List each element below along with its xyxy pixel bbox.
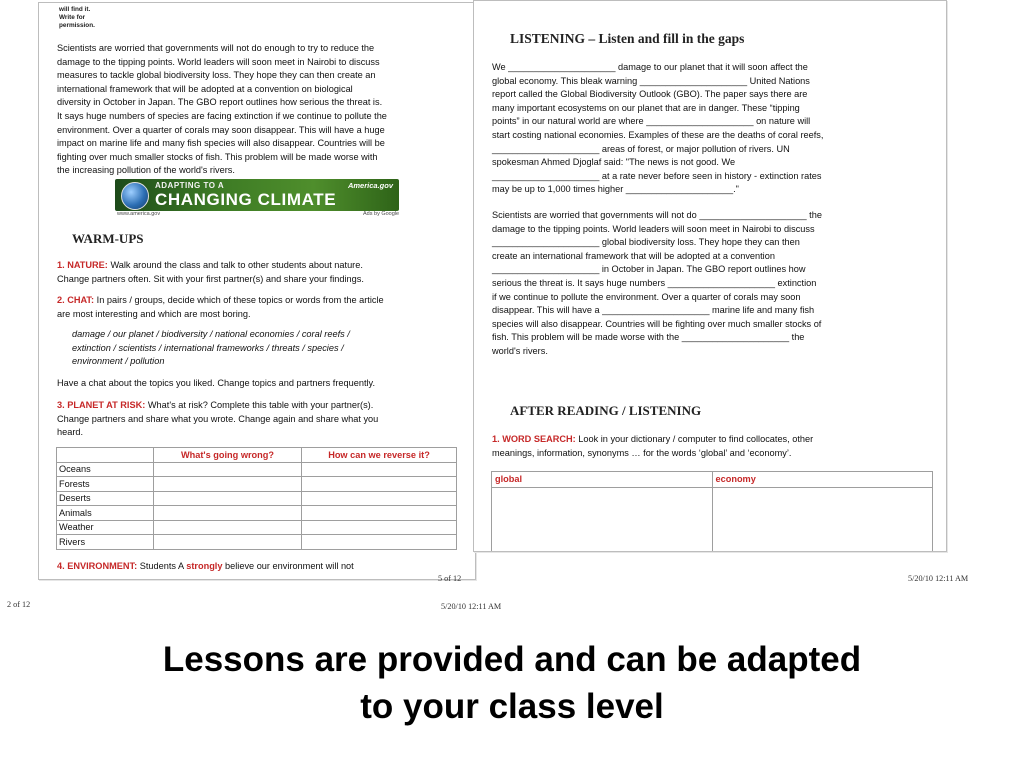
banner-small-text: ADAPTING TO A (155, 181, 225, 190)
slide-caption: Lessons are provided and can be adapted to your class level (162, 640, 862, 726)
listening-heading: LISTENING – Listen and fill in the gaps (510, 31, 745, 46)
scientists-gap-text: Scientists are worried that governments will not do _____________________ the damage to the tipping points. World leaders will soon meet in Nairobi to discuss _____________________ global biodiversity loss. They hope they can then create an international framework that will be adopted at a convention _____________________ in October in Japan. The GBO report outlines how serious the threat is. It says huge numbers _____________________ extinction if we continue to pollute the environment. Over a quarter of corals may soon disappear. This will have a _____________________ marine life and many fish species will also disappear. Countries will be fighting over much smaller stocks of fish. This problem will be made worse with the _____________________ the world's rivers. (492, 210, 822, 356)
left-page-number: 2 of 12 (7, 600, 31, 609)
row-label: Forests (57, 477, 154, 492)
table-row (57, 506, 457, 521)
table-header-row (57, 448, 457, 463)
table-cell[interactable] (492, 488, 713, 553)
table-cell[interactable] (154, 535, 302, 550)
top-note: will find it. Write for permission. (59, 6, 95, 29)
table-cell[interactable] (154, 520, 302, 535)
risk-table (56, 447, 457, 550)
col-economy-header: economy (712, 472, 933, 488)
table-header-row (492, 472, 933, 488)
nature-activity: 1. NATURE: Walk around the class and talk to other students about nature. Change partners often. Sit with your first partner(s) and share your findings. (57, 260, 364, 284)
table-header-cell (57, 448, 154, 463)
table-cell[interactable] (302, 520, 457, 535)
table-cell[interactable] (302, 491, 457, 506)
strongly-emphasis: strongly (186, 561, 223, 571)
listening-gap-text: We _____________________ damage to our planet that it will soon affect the global economy. This bleak warning _____________________ United Nations report called the Global Biodiversity Outlook (GBO). The paper says there are many important ecosystems on our planet that are in danger. These “tipping points” in our natural world are where _____________________ on nature will start costing national economies. Examples of these are the deaths of coral reefs, _____________________ areas of forest, or major pollution of rivers. UN spokesman Ahmed Djoglaf said: "The news is not good. We _____________________ at a rate never before seen in history - extinction rates may be up to 1,000 times higher _____________________." (492, 62, 824, 195)
banner-brand: America.gov (347, 181, 393, 190)
article-paragraph: Scientists are worried that governments will not do enough to try to reduce the damage to the tipping points. World leaders will soon meet in Nairobi to discuss measures to tackle global biodiversity loss. They hope they can then create an international framework that will be adopted at a convention on biological diversity in October in Japan. The GBO report outlines how serious the threat is. It says huge numbers of species are facing extinction if we continue to pollute the environment. Over a quarter of corals may soon disappear. This will have a huge impact on marine life and many fish species will also disappear. Countries will be fighting over much smaller stocks of fish. This problem will be made worse with the increasing pollution of the world's rivers. (57, 43, 387, 176)
table-row (57, 462, 457, 477)
chat-follow-up: Have a chat about the topics you liked. Change topics and partners frequently. (57, 378, 376, 388)
row-label: Weather (57, 520, 154, 535)
chat-activity: 2. CHAT: In pairs / groups, decide which of these topics or words from the article are most interesting and which are most boring. (57, 295, 384, 319)
word-search-label: 1. WORD SEARCH: (492, 434, 576, 444)
table-row (57, 535, 457, 550)
col-global-header: global (492, 472, 713, 488)
planet-at-risk-activity: 3. PLANET AT RISK: What's at risk? Complete this table with your partner(s). Change partners and share what you wrote. Change again and share what you heard. (57, 400, 379, 438)
banner-caption-right[interactable]: Ads by Google (363, 211, 400, 217)
table-cell[interactable] (302, 535, 457, 550)
left-worksheet-page (38, 2, 476, 580)
table-row (57, 491, 457, 506)
environment-activity: 4. ENVIRONMENT: Students A strongly believe our environment will not (57, 561, 354, 571)
table-cell[interactable] (154, 491, 302, 506)
left-print-date: 5/20/10 12:11 AM (441, 602, 502, 611)
banner-caption-left[interactable]: www.america.gov (117, 211, 161, 217)
right-page-number: 5 of 12 (438, 574, 462, 583)
row-label: Deserts (57, 491, 154, 506)
right-worksheet-page (473, 0, 947, 552)
table-cell[interactable] (302, 477, 457, 492)
table-header-cell: How can we reverse it? (302, 448, 457, 463)
right-print-date: 5/20/10 12:11 AM (908, 574, 969, 583)
planet-label: 3. PLANET AT RISK: (57, 400, 146, 410)
word-search-activity: 1. WORD SEARCH: Look in your dictionary / computer to find collocates, other meanings, information, synonyms … for the words ‘global’ and ‘economy’. (492, 434, 814, 458)
globe-icon (121, 182, 149, 210)
row-label: Animals (57, 506, 154, 521)
table-cell[interactable] (154, 462, 302, 477)
table-row (492, 488, 933, 553)
climate-banner-ad[interactable] (115, 179, 399, 211)
banner-title: CHANGING CLIMATE (155, 190, 337, 209)
table-cell[interactable] (712, 488, 933, 553)
word-search-table (491, 471, 933, 552)
after-reading-heading: AFTER READING / LISTENING (510, 403, 702, 418)
warmups-heading: WARM-UPS (72, 231, 144, 246)
chat-label: 2. CHAT: (57, 295, 95, 305)
table-cell[interactable] (154, 506, 302, 521)
topic-list: damage / our planet / biodiversity / national economies / coral reefs / extinction / scientists / international frameworks / threats / species / environment / pollution (72, 329, 350, 367)
table-cell[interactable] (154, 477, 302, 492)
table-row (57, 520, 457, 535)
row-label: Rivers (57, 535, 154, 550)
table-row (57, 477, 457, 492)
table-cell[interactable] (302, 462, 457, 477)
table-cell[interactable] (302, 506, 457, 521)
row-label: Oceans (57, 462, 154, 477)
table-header-cell: What's going wrong? (154, 448, 302, 463)
nature-label: 1. NATURE: (57, 260, 108, 270)
environment-label: 4. ENVIRONMENT: (57, 561, 138, 571)
